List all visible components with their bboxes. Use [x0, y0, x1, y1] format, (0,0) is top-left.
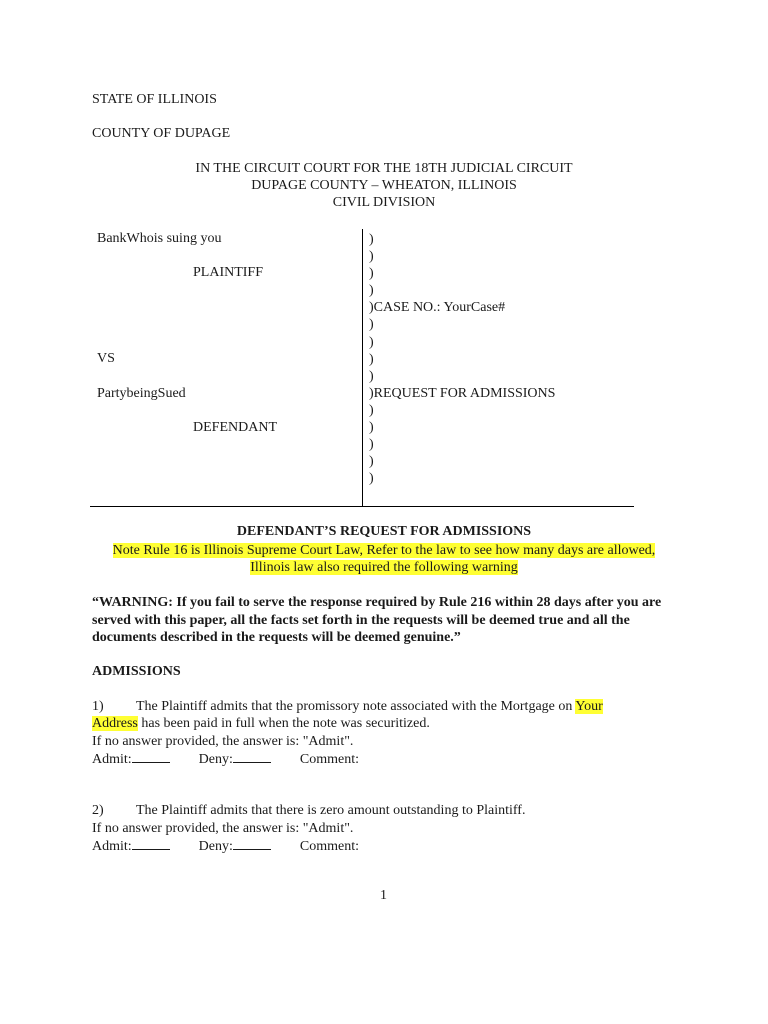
- admission-item-1-default: If no answer provided, the answer is: "Admit".: [92, 734, 354, 749]
- rule-note-text-2: Illinois law also required the following warning: [250, 560, 518, 575]
- comment-label: Comment:: [299, 839, 360, 854]
- admit-blank[interactable]: [132, 837, 170, 850]
- admission-item-1-text-cont: has been paid in full when the note was securitized.: [141, 716, 430, 731]
- plaintiff-role: PLAINTIFF: [193, 265, 264, 280]
- paren-line: ): [369, 437, 374, 453]
- deny-label: Deny:: [198, 752, 233, 767]
- deny-blank[interactable]: [233, 837, 271, 850]
- paren-line: ): [369, 266, 374, 282]
- rule-note-line-2: [90, 559, 678, 576]
- comment-label: Comment:: [299, 752, 360, 767]
- court-line-2: DUPAGE COUNTY – WHEATON, ILLINOIS: [251, 178, 517, 193]
- admission-item-2-text: The Plaintiff admits that there is zero amount outstanding to Plaintiff.: [136, 803, 526, 818]
- defendant-name: PartybeingSued: [97, 386, 186, 401]
- paren-line: ): [369, 471, 374, 487]
- state-line: STATE OF ILLINOIS: [92, 92, 217, 107]
- admission-item-1-number: 1): [92, 699, 104, 714]
- admissions-heading: ADMISSIONS: [92, 664, 181, 679]
- paren-line: ): [369, 420, 374, 436]
- paren-line: ): [369, 454, 374, 470]
- court-line-1: IN THE CIRCUIT COURT FOR THE 18TH JUDICIAL CIRCUIT: [195, 161, 573, 176]
- admission-item-1-line-1: [136, 698, 603, 715]
- admit-label: Admit:: [92, 752, 132, 767]
- deny-blank[interactable]: [233, 750, 271, 763]
- paren-line: ): [369, 283, 374, 299]
- court-line-3: CIVIL DIVISION: [332, 195, 436, 210]
- admission-item-2-default: If no answer provided, the answer is: "Admit".: [92, 821, 354, 836]
- versus-label: VS: [97, 351, 115, 366]
- request-title: DEFENDANT’S REQUEST FOR ADMISSIONS: [236, 524, 532, 539]
- caption-horizontal-rule: [90, 506, 634, 507]
- deny-label: Deny:: [198, 839, 233, 854]
- warning-paragraph: “WARNING: If you fail to serve the response required by Rule 216 within 28 days after you are served with this paper, all the facts set forth in the requests will be deemed true and all the documents described in the requests will be deemed genuine.”: [92, 595, 662, 645]
- defendant-role: DEFENDANT: [193, 420, 277, 435]
- highlight-address: Address: [92, 716, 138, 731]
- paren-line: ): [369, 249, 374, 265]
- county-line: COUNTY OF DUPAGE: [92, 126, 231, 141]
- paren-line: ): [369, 351, 374, 367]
- plaintiff-name: BankWhois suing you: [97, 231, 222, 246]
- admit-blank[interactable]: [132, 750, 170, 763]
- admission-item-1-answer-row: [92, 750, 359, 768]
- paren-line: ): [369, 232, 374, 247]
- page-number: 1: [380, 888, 387, 903]
- admission-item-1-line-2: [92, 715, 430, 732]
- case-number-line: )CASE NO.: YourCase#: [369, 300, 506, 316]
- rule-note-line-1: [90, 542, 678, 559]
- court-title: [0, 160, 768, 211]
- admission-item-2-number: 2): [92, 803, 104, 818]
- paren-line: ): [369, 317, 374, 333]
- paren-line: ): [369, 402, 374, 418]
- admit-label: Admit:: [92, 839, 132, 854]
- admission-item-1-text: The Plaintiff admits that the promissory note associated with the Mortgage on: [136, 699, 573, 714]
- document-type-line: )REQUEST FOR ADMISSIONS: [369, 385, 556, 401]
- rule-note-text-1: Note Rule 16 is Illinois Supreme Court Law, Refer to the law to see how many days are allowed,: [112, 543, 656, 558]
- caption-vertical-rule: [362, 229, 363, 506]
- paren-line: ): [369, 334, 374, 350]
- highlight-your: Your: [575, 699, 603, 714]
- paren-line: ): [369, 368, 374, 384]
- caption-paren-column: [369, 231, 555, 487]
- admission-item-2-answer-row: [92, 837, 359, 855]
